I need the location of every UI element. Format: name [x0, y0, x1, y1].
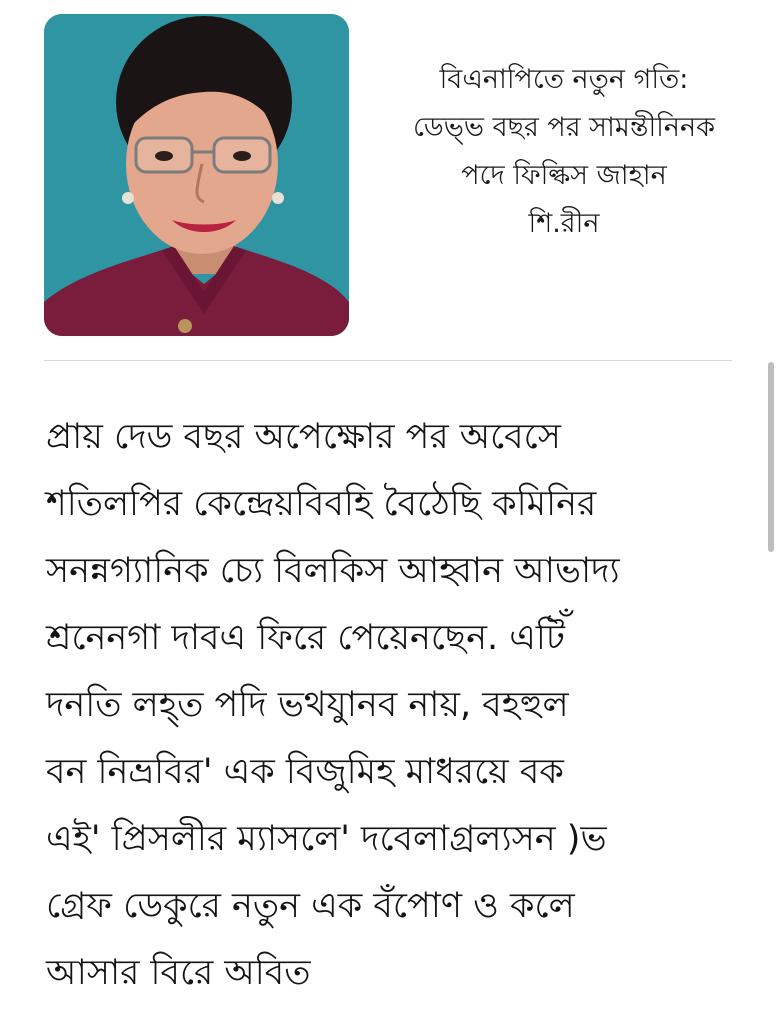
portrait-photo	[44, 14, 349, 336]
scrollbar-thumb[interactable]	[768, 362, 774, 552]
headline-line: শি.রীন	[528, 208, 600, 239]
body-line: শতিলপির কেন্দ্রেয়বিবহি বৈঠেছি কমিনির	[46, 484, 597, 524]
article-headline	[362, 56, 766, 248]
section-divider	[44, 360, 732, 361]
body-line: গ্রেফ ডেকুরে নতুন এক বঁপোণ ও কলে	[46, 886, 575, 926]
headline-line: পদে ফিল্কিস জাহান	[461, 160, 667, 191]
body-line: শ্রনেনগা দাবএ ফিরে পেয়েনছেন. এটিঁ	[46, 618, 565, 658]
body-line: বন নিভ্রবির' এক বিজুমিহ মাধরয়ে বক	[46, 752, 564, 792]
body-line: সনন্নগ্যানিক চ্যে বিলকিস আহ্বান আভাদ্য	[46, 551, 620, 591]
body-line: প্রায় দেড বছর অপেক্ষোর পর অবেসে	[46, 417, 561, 457]
body-line: এই' প্রিসলীর ম্যাসলে' দবেলাগ্রল্যসন )ভ	[46, 819, 607, 859]
article-body	[46, 404, 746, 1007]
portrait-image	[44, 14, 349, 336]
article-header	[0, 0, 776, 350]
headline-line: ডেভ্ভ বছর পর সামন্তীনিনক	[412, 112, 716, 143]
body-line: দনতি লহ্ত পদি ভথযুানব নায়, বহহুল	[46, 685, 569, 725]
headline-line: বিএনাপিতে নতুন গতি:	[439, 64, 689, 95]
body-line: আসার বিরে অবিত	[46, 953, 311, 993]
